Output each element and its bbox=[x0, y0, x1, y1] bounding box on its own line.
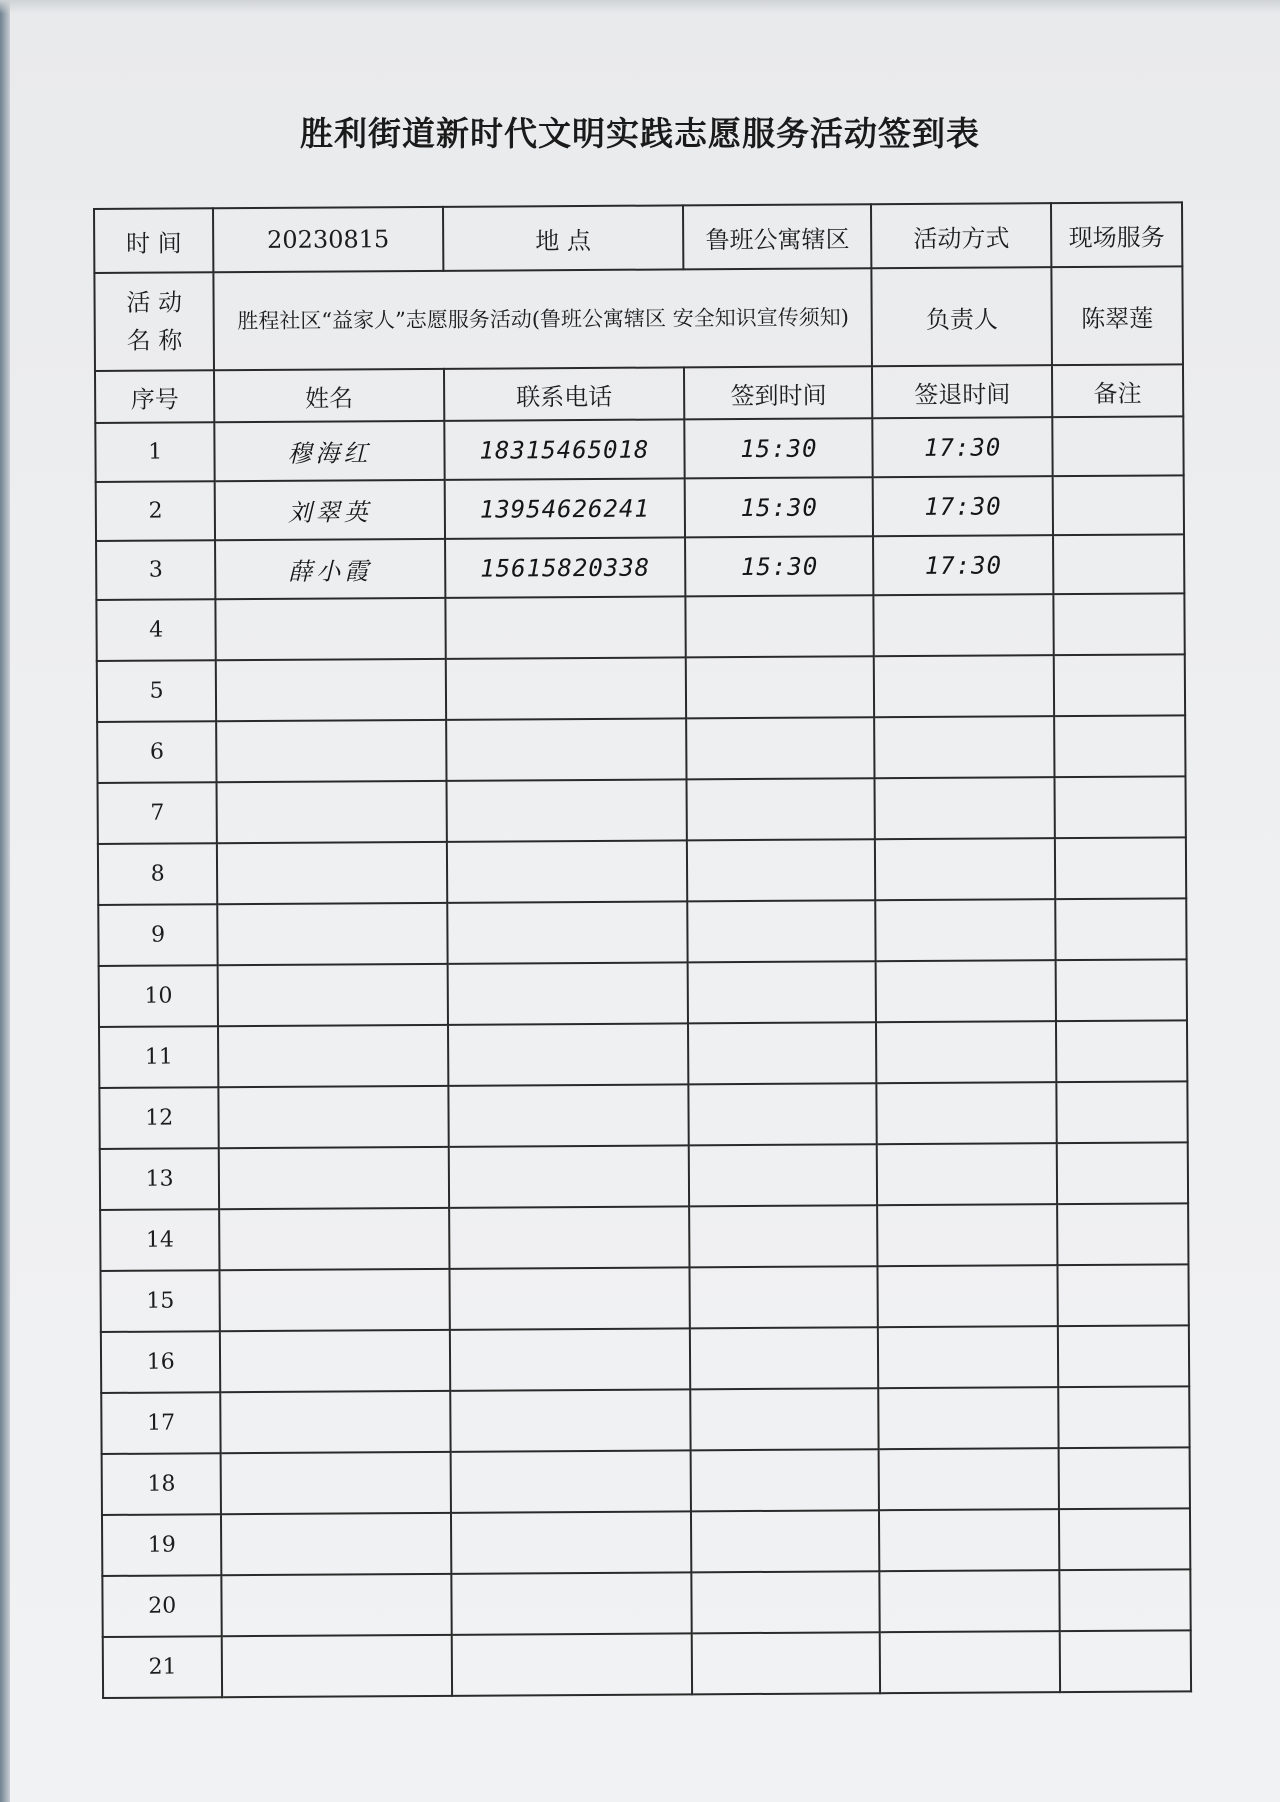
note-cell bbox=[1055, 898, 1186, 960]
volunteer-name bbox=[219, 1147, 449, 1209]
volunteer-name bbox=[216, 720, 446, 782]
phone-number bbox=[445, 657, 686, 719]
checkout-time bbox=[879, 1509, 1059, 1571]
note-cell bbox=[1056, 1081, 1187, 1143]
phone-number: 18315465018 bbox=[444, 419, 685, 479]
volunteer-name: 刘翠英 bbox=[215, 480, 445, 540]
volunteer-name bbox=[220, 1269, 450, 1331]
checkout-time: 17:30 bbox=[873, 476, 1053, 536]
volunteer-name bbox=[218, 903, 448, 965]
checkout-time bbox=[876, 960, 1056, 1022]
volunteer-name bbox=[221, 1513, 451, 1575]
row-number: 9 bbox=[98, 904, 218, 966]
note-cell bbox=[1058, 1325, 1189, 1387]
checkin-time bbox=[688, 900, 876, 962]
phone-number bbox=[449, 1206, 690, 1268]
time-value: 20230815 bbox=[213, 207, 443, 272]
phone-number bbox=[450, 1389, 691, 1451]
table-row bbox=[100, 1264, 1188, 1332]
checkout-time bbox=[879, 1448, 1059, 1510]
checkin-time bbox=[690, 1327, 878, 1389]
table-row bbox=[101, 1325, 1189, 1393]
checkin-time bbox=[688, 1022, 876, 1084]
checkin-time: 15:30 bbox=[685, 477, 873, 537]
header-phone: 联系电话 bbox=[444, 367, 685, 420]
row-number: 7 bbox=[98, 782, 218, 844]
row-number: 2 bbox=[96, 481, 216, 541]
note-cell bbox=[1056, 1020, 1187, 1082]
activity-label: 活 动 名 称 bbox=[94, 272, 214, 371]
place-label: 地 点 bbox=[443, 205, 684, 270]
volunteer-name bbox=[216, 659, 446, 721]
checkout-time bbox=[879, 1387, 1059, 1449]
note-cell bbox=[1054, 715, 1185, 777]
row-number: 16 bbox=[101, 1331, 221, 1393]
table-row bbox=[96, 475, 1184, 541]
row-number: 19 bbox=[102, 1514, 222, 1576]
checkin-time bbox=[687, 778, 875, 840]
checkout-time bbox=[876, 899, 1056, 961]
row-number: 4 bbox=[96, 599, 216, 661]
row-number: 20 bbox=[102, 1575, 222, 1637]
note-cell bbox=[1057, 1264, 1188, 1326]
phone-number bbox=[449, 1328, 690, 1390]
note-cell bbox=[1053, 593, 1184, 655]
checkout-time: 17:30 bbox=[873, 535, 1053, 595]
checkout-time bbox=[878, 1326, 1058, 1388]
checkout-time bbox=[875, 777, 1055, 839]
volunteer-name bbox=[222, 1574, 452, 1636]
checkin-time: 15:30 bbox=[685, 418, 873, 478]
phone-number bbox=[451, 1572, 692, 1634]
phone-number bbox=[448, 1023, 689, 1085]
volunteer-name bbox=[221, 1452, 451, 1514]
row-number: 18 bbox=[102, 1453, 222, 1515]
header-no: 序号 bbox=[95, 370, 215, 423]
checkin-time bbox=[687, 839, 875, 901]
row-number: 15 bbox=[100, 1270, 220, 1332]
note-cell bbox=[1055, 837, 1186, 899]
checkout-time bbox=[874, 655, 1054, 717]
table-row bbox=[99, 1081, 1187, 1149]
phone-number bbox=[451, 1633, 692, 1695]
mode-value: 现场服务 bbox=[1051, 202, 1182, 267]
row-number: 1 bbox=[95, 422, 215, 482]
place-value: 鲁班公寓辖区 bbox=[683, 204, 871, 269]
table-row bbox=[96, 593, 1184, 661]
checkout-time bbox=[874, 594, 1054, 656]
checkin-time bbox=[692, 1571, 880, 1633]
volunteer-name bbox=[217, 842, 447, 904]
column-header-row bbox=[95, 364, 1183, 423]
row-number: 3 bbox=[96, 540, 216, 600]
note-cell bbox=[1059, 1447, 1190, 1509]
row-number: 13 bbox=[100, 1148, 220, 1210]
phone-number bbox=[449, 1267, 690, 1329]
volunteer-name: 薛小霞 bbox=[215, 539, 445, 599]
header-checkout: 签退时间 bbox=[872, 365, 1052, 418]
phone-number bbox=[447, 901, 688, 963]
volunteer-name bbox=[219, 1086, 449, 1148]
table-row bbox=[99, 1020, 1187, 1088]
table-row bbox=[99, 959, 1187, 1027]
note-cell bbox=[1054, 654, 1185, 716]
phone-number bbox=[450, 1450, 691, 1512]
table-row bbox=[98, 776, 1186, 844]
note-cell bbox=[1052, 416, 1183, 476]
note-cell bbox=[1057, 1142, 1188, 1204]
note-cell bbox=[1053, 475, 1184, 535]
phone-number: 15615820338 bbox=[445, 537, 686, 597]
phone-number bbox=[447, 962, 688, 1024]
checkout-time bbox=[878, 1204, 1058, 1266]
background-edge bbox=[0, 0, 10, 1802]
info-row-2 bbox=[94, 266, 1183, 371]
note-cell bbox=[1059, 1569, 1190, 1631]
checkout-time: 17:30 bbox=[873, 417, 1053, 477]
volunteer-name bbox=[220, 1330, 450, 1392]
phone-number bbox=[446, 779, 687, 841]
row-number: 11 bbox=[99, 1026, 219, 1088]
checkin-time bbox=[687, 717, 875, 779]
note-cell bbox=[1060, 1630, 1191, 1692]
table-row bbox=[97, 654, 1185, 722]
volunteer-name bbox=[218, 964, 448, 1026]
checkin-time bbox=[688, 961, 876, 1023]
checkout-time bbox=[880, 1570, 1060, 1632]
checkout-time bbox=[878, 1265, 1058, 1327]
phone-number bbox=[451, 1511, 692, 1573]
table-row bbox=[100, 1203, 1188, 1271]
checkin-time bbox=[686, 595, 874, 657]
checkin-time bbox=[692, 1632, 880, 1694]
info-row-1 bbox=[94, 202, 1182, 273]
time-label: 时 间 bbox=[94, 208, 214, 273]
phone-number bbox=[446, 840, 687, 902]
volunteer-name bbox=[218, 1025, 448, 1087]
note-cell bbox=[1058, 1386, 1189, 1448]
row-number: 17 bbox=[101, 1392, 221, 1454]
top-shadow bbox=[0, 0, 1280, 14]
checkout-time bbox=[877, 1082, 1057, 1144]
volunteer-name bbox=[222, 1635, 452, 1697]
activity-name: 胜程社区“益家人”志愿服务活动(鲁班公寓辖区 安全知识宣传须知) bbox=[214, 268, 873, 370]
row-number: 6 bbox=[97, 721, 217, 783]
volunteer-name: 穆海红 bbox=[215, 421, 445, 481]
phone-number bbox=[448, 1145, 689, 1207]
leader-label: 负责人 bbox=[872, 267, 1052, 366]
note-cell bbox=[1054, 776, 1185, 838]
phone-number: 13954626241 bbox=[444, 478, 685, 538]
phone-number bbox=[445, 596, 686, 658]
row-number: 8 bbox=[98, 843, 218, 905]
table-row bbox=[101, 1386, 1189, 1454]
note-cell bbox=[1057, 1203, 1188, 1265]
row-number: 5 bbox=[97, 660, 217, 722]
checkin-time bbox=[691, 1449, 879, 1511]
phone-number bbox=[446, 718, 687, 780]
mode-label: 活动方式 bbox=[871, 203, 1051, 268]
checkin-time bbox=[690, 1266, 878, 1328]
table-row bbox=[98, 837, 1186, 905]
volunteer-name bbox=[221, 1391, 451, 1453]
checkout-time bbox=[880, 1631, 1060, 1693]
phone-number bbox=[448, 1084, 689, 1146]
header-checkin: 签到时间 bbox=[684, 366, 872, 419]
table-row bbox=[95, 416, 1183, 482]
checkout-time bbox=[877, 1143, 1057, 1205]
row-number: 10 bbox=[99, 965, 219, 1027]
checkin-time bbox=[689, 1144, 877, 1206]
form-title: 胜利街道新时代文明实践志愿服务活动签到表 bbox=[300, 114, 980, 153]
volunteer-name bbox=[217, 781, 447, 843]
table-row bbox=[102, 1508, 1190, 1576]
checkout-time bbox=[876, 1021, 1056, 1083]
table-row bbox=[98, 898, 1186, 966]
checkin-time bbox=[689, 1083, 877, 1145]
checkout-time bbox=[875, 838, 1055, 900]
row-number: 14 bbox=[100, 1209, 220, 1271]
table-row bbox=[96, 534, 1184, 600]
table-row bbox=[97, 715, 1185, 783]
checkin-time bbox=[691, 1510, 879, 1572]
checkin-time bbox=[690, 1205, 878, 1267]
table-row bbox=[103, 1630, 1191, 1698]
leader-value: 陈翠莲 bbox=[1051, 266, 1183, 365]
note-cell bbox=[1056, 959, 1187, 1021]
checkin-time bbox=[686, 656, 874, 718]
sign-in-table bbox=[93, 201, 1192, 1699]
note-cell bbox=[1053, 534, 1184, 594]
table-row bbox=[102, 1447, 1190, 1515]
table-row bbox=[100, 1142, 1188, 1210]
row-number: 12 bbox=[99, 1087, 219, 1149]
table-row bbox=[102, 1569, 1190, 1637]
checkout-time bbox=[875, 716, 1055, 778]
header-note: 备注 bbox=[1052, 364, 1183, 417]
row-number: 21 bbox=[103, 1636, 223, 1698]
note-cell bbox=[1059, 1508, 1190, 1570]
volunteer-name bbox=[219, 1208, 449, 1270]
header-name: 姓名 bbox=[214, 369, 444, 422]
checkin-time: 15:30 bbox=[685, 536, 873, 596]
volunteer-name bbox=[216, 598, 446, 660]
checkin-time bbox=[691, 1388, 879, 1450]
